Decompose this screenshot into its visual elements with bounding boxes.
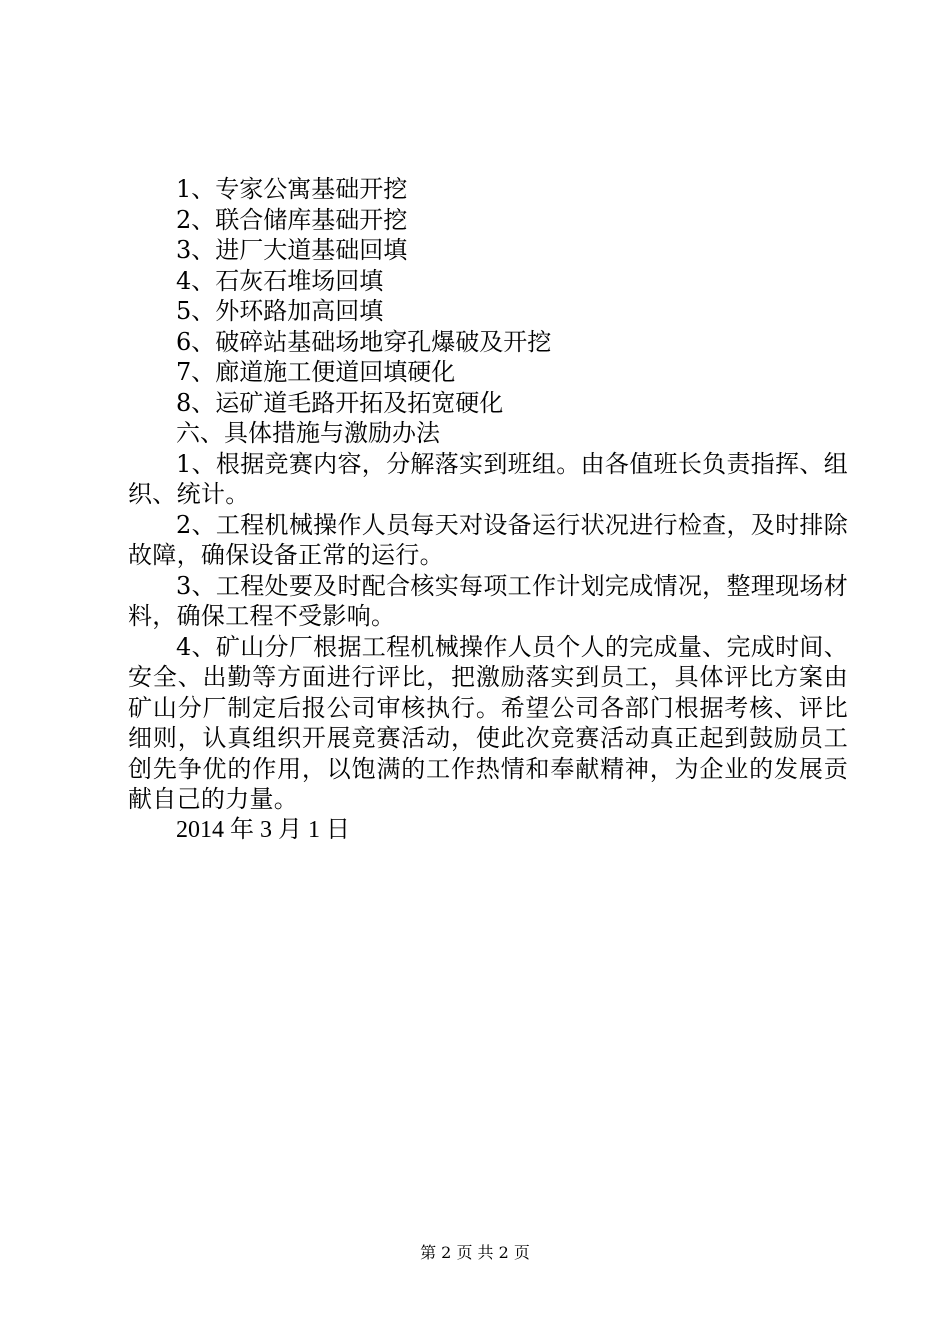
paragraph-4: 4、矿山分厂根据工程机械操作人员个人的完成量、完成时间、安全、出勤等方面进行评比，把激励落实到员工，具体评比方案由矿山分厂制定后报公司审核执行。希望公司各部门根据考核、评比细则，认真组织开展竞赛活动，使此次竞赛活动真正起到鼓励员工创先争优的作用，以饱满的工作热情和奉献精神，为企业的发展贡献自己的力量。 bbox=[128, 632, 848, 813]
document-date: 2014 年 3 月 1 日 bbox=[176, 816, 350, 843]
list-item: 8、运矿道毛路开拓及拓宽硬化 bbox=[176, 388, 504, 417]
list-item: 7、廊道施工便道回填硬化 bbox=[176, 358, 456, 386]
list-item: 2、联合储库基础开挖 bbox=[176, 205, 408, 234]
paragraph-3: 3、工程处要及时配合核实每项工作计划完成情况，整理现场材料，确保工程不受影响。 bbox=[128, 571, 848, 630]
paragraph-2: 2、工程机械操作人员每天对设备运行状况进行检查，及时排除故障，确保设备正常的运行。 bbox=[128, 510, 848, 569]
list-item: 6、破碎站基础场地穿孔爆破及开挖 bbox=[176, 327, 552, 356]
paragraph-1: 1、根据竞赛内容，分解落实到班组。由各值班长负责指挥、组织、统计。 bbox=[128, 449, 848, 508]
list-item: 1、专家公寓基础开挖 bbox=[176, 175, 408, 203]
section-heading: 六、具体措施与激励办法 bbox=[176, 419, 440, 447]
list-item: 5、外环路加高回填 bbox=[176, 297, 384, 325]
list-item: 4、石灰石堆场回填 bbox=[176, 266, 384, 295]
list-item: 3、进厂大道基础回填 bbox=[176, 236, 408, 264]
document-body bbox=[128, 174, 848, 845]
page-footer: 第 2 页 共 2 页 bbox=[420, 1243, 530, 1262]
